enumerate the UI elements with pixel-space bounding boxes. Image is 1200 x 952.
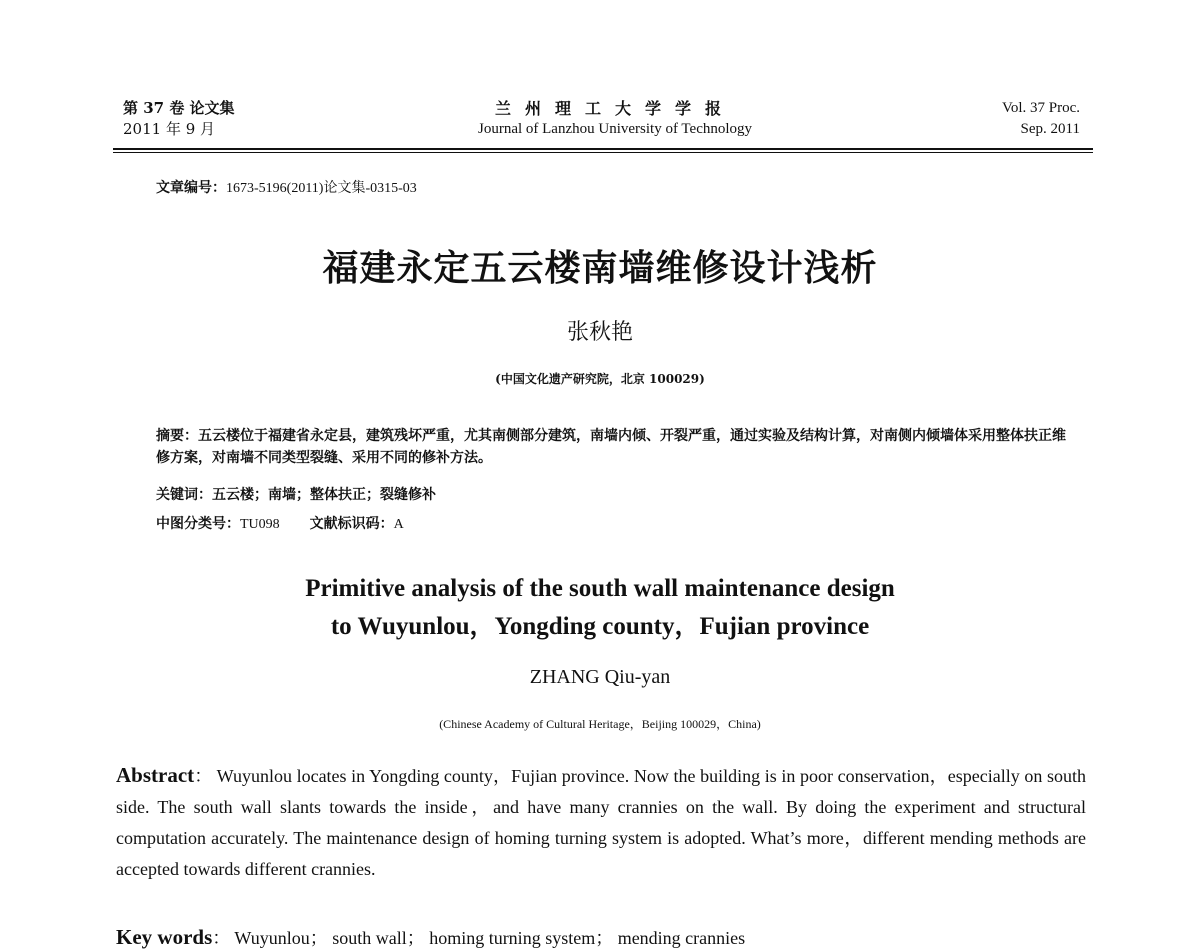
journal-volume-info — [123, 98, 235, 140]
date-line-en: Sep. 2011 — [1020, 121, 1080, 137]
affiliation-en: (Chinese Academy of Cultural Heritage，Beijing 100029，China) — [439, 717, 761, 731]
journal-name — [420, 98, 810, 140]
title-cn: 福建永定五云楼南墙维修设计浅析 — [322, 247, 878, 289]
author-cn: 张秋艳 — [566, 320, 633, 345]
keywords-cn-text: 五云楼；南墙；整体扶正；裂缝修补 — [212, 487, 436, 503]
keywords-en-text: ： Wuyunlou； south wall； homing turning system； mending crannies — [212, 928, 746, 948]
title-en — [0, 570, 1200, 646]
article-number-label: 文章编号： — [156, 180, 226, 196]
author-en: ZHANG Qiu-yan — [529, 666, 671, 688]
abstract-en-label: Abstract — [116, 763, 195, 787]
journal-name-en: Journal of Lanzhou University of Technology — [477, 121, 753, 137]
title-en-line1: Primitive analysis of the south wall maintenance design — [305, 575, 895, 602]
clc-label: 中图分类号： — [156, 516, 240, 532]
abstract-cn-text: 五云楼位于福建省永定县，建筑残坏严重，尤其南侧部分建筑，南墙内倾、开裂严重，通过实验及结构计算，对南侧内倾墙体采用整体扶正维修方案，对南墙不同类型裂缝、采用不同的修补方法。 — [156, 428, 1066, 466]
abstract-en-text: ： Wuyunlou locates in Yongding county，Fujian province. Now the building is in poor conservation，especially on south side. The south wall slants towards the inside，and have many crannies on the wall. By doing the experiment and structural computation accurately. The maintenance design of homing turning system is adopted. What’s more，different mending methods are accepted towards different crannies. — [116, 766, 1086, 879]
keywords-en-label: Key words — [116, 925, 213, 949]
volume-line-en: Vol. 37 Proc. — [1001, 100, 1080, 116]
abstract-en — [116, 760, 1086, 885]
abstract-cn — [156, 425, 1076, 469]
volume-line: 第 37 卷 论文集 — [123, 99, 235, 117]
title-en-line2: to Wuyunlou，Yongding county，Fujian province — [330, 613, 870, 640]
article-number-value: 1673-5196(2011)论文集-0315-03 — [226, 181, 417, 196]
article-number — [156, 177, 417, 197]
classification-line — [156, 513, 1076, 536]
header-rule-thick — [113, 148, 1093, 150]
journal-name-cn: 兰州理工大学学报 — [494, 99, 735, 118]
date-line-cn: 2011 年 9 月 — [123, 120, 216, 138]
journal-volume-info-en — [1002, 98, 1080, 140]
doc-code-value: A — [393, 517, 404, 532]
abstract-cn-label: 摘要： — [156, 428, 198, 444]
doc-code-label: 文献标识码： — [309, 516, 394, 532]
keywords-cn — [156, 484, 1076, 506]
clc-value: TU098 — [240, 517, 280, 532]
header-rule-thin — [113, 152, 1093, 153]
keywords-en — [116, 925, 1086, 950]
affiliation-cn: (中国文化遗产研究院，北京 100029) — [495, 372, 705, 386]
keywords-cn-label: 关键词： — [156, 487, 212, 503]
